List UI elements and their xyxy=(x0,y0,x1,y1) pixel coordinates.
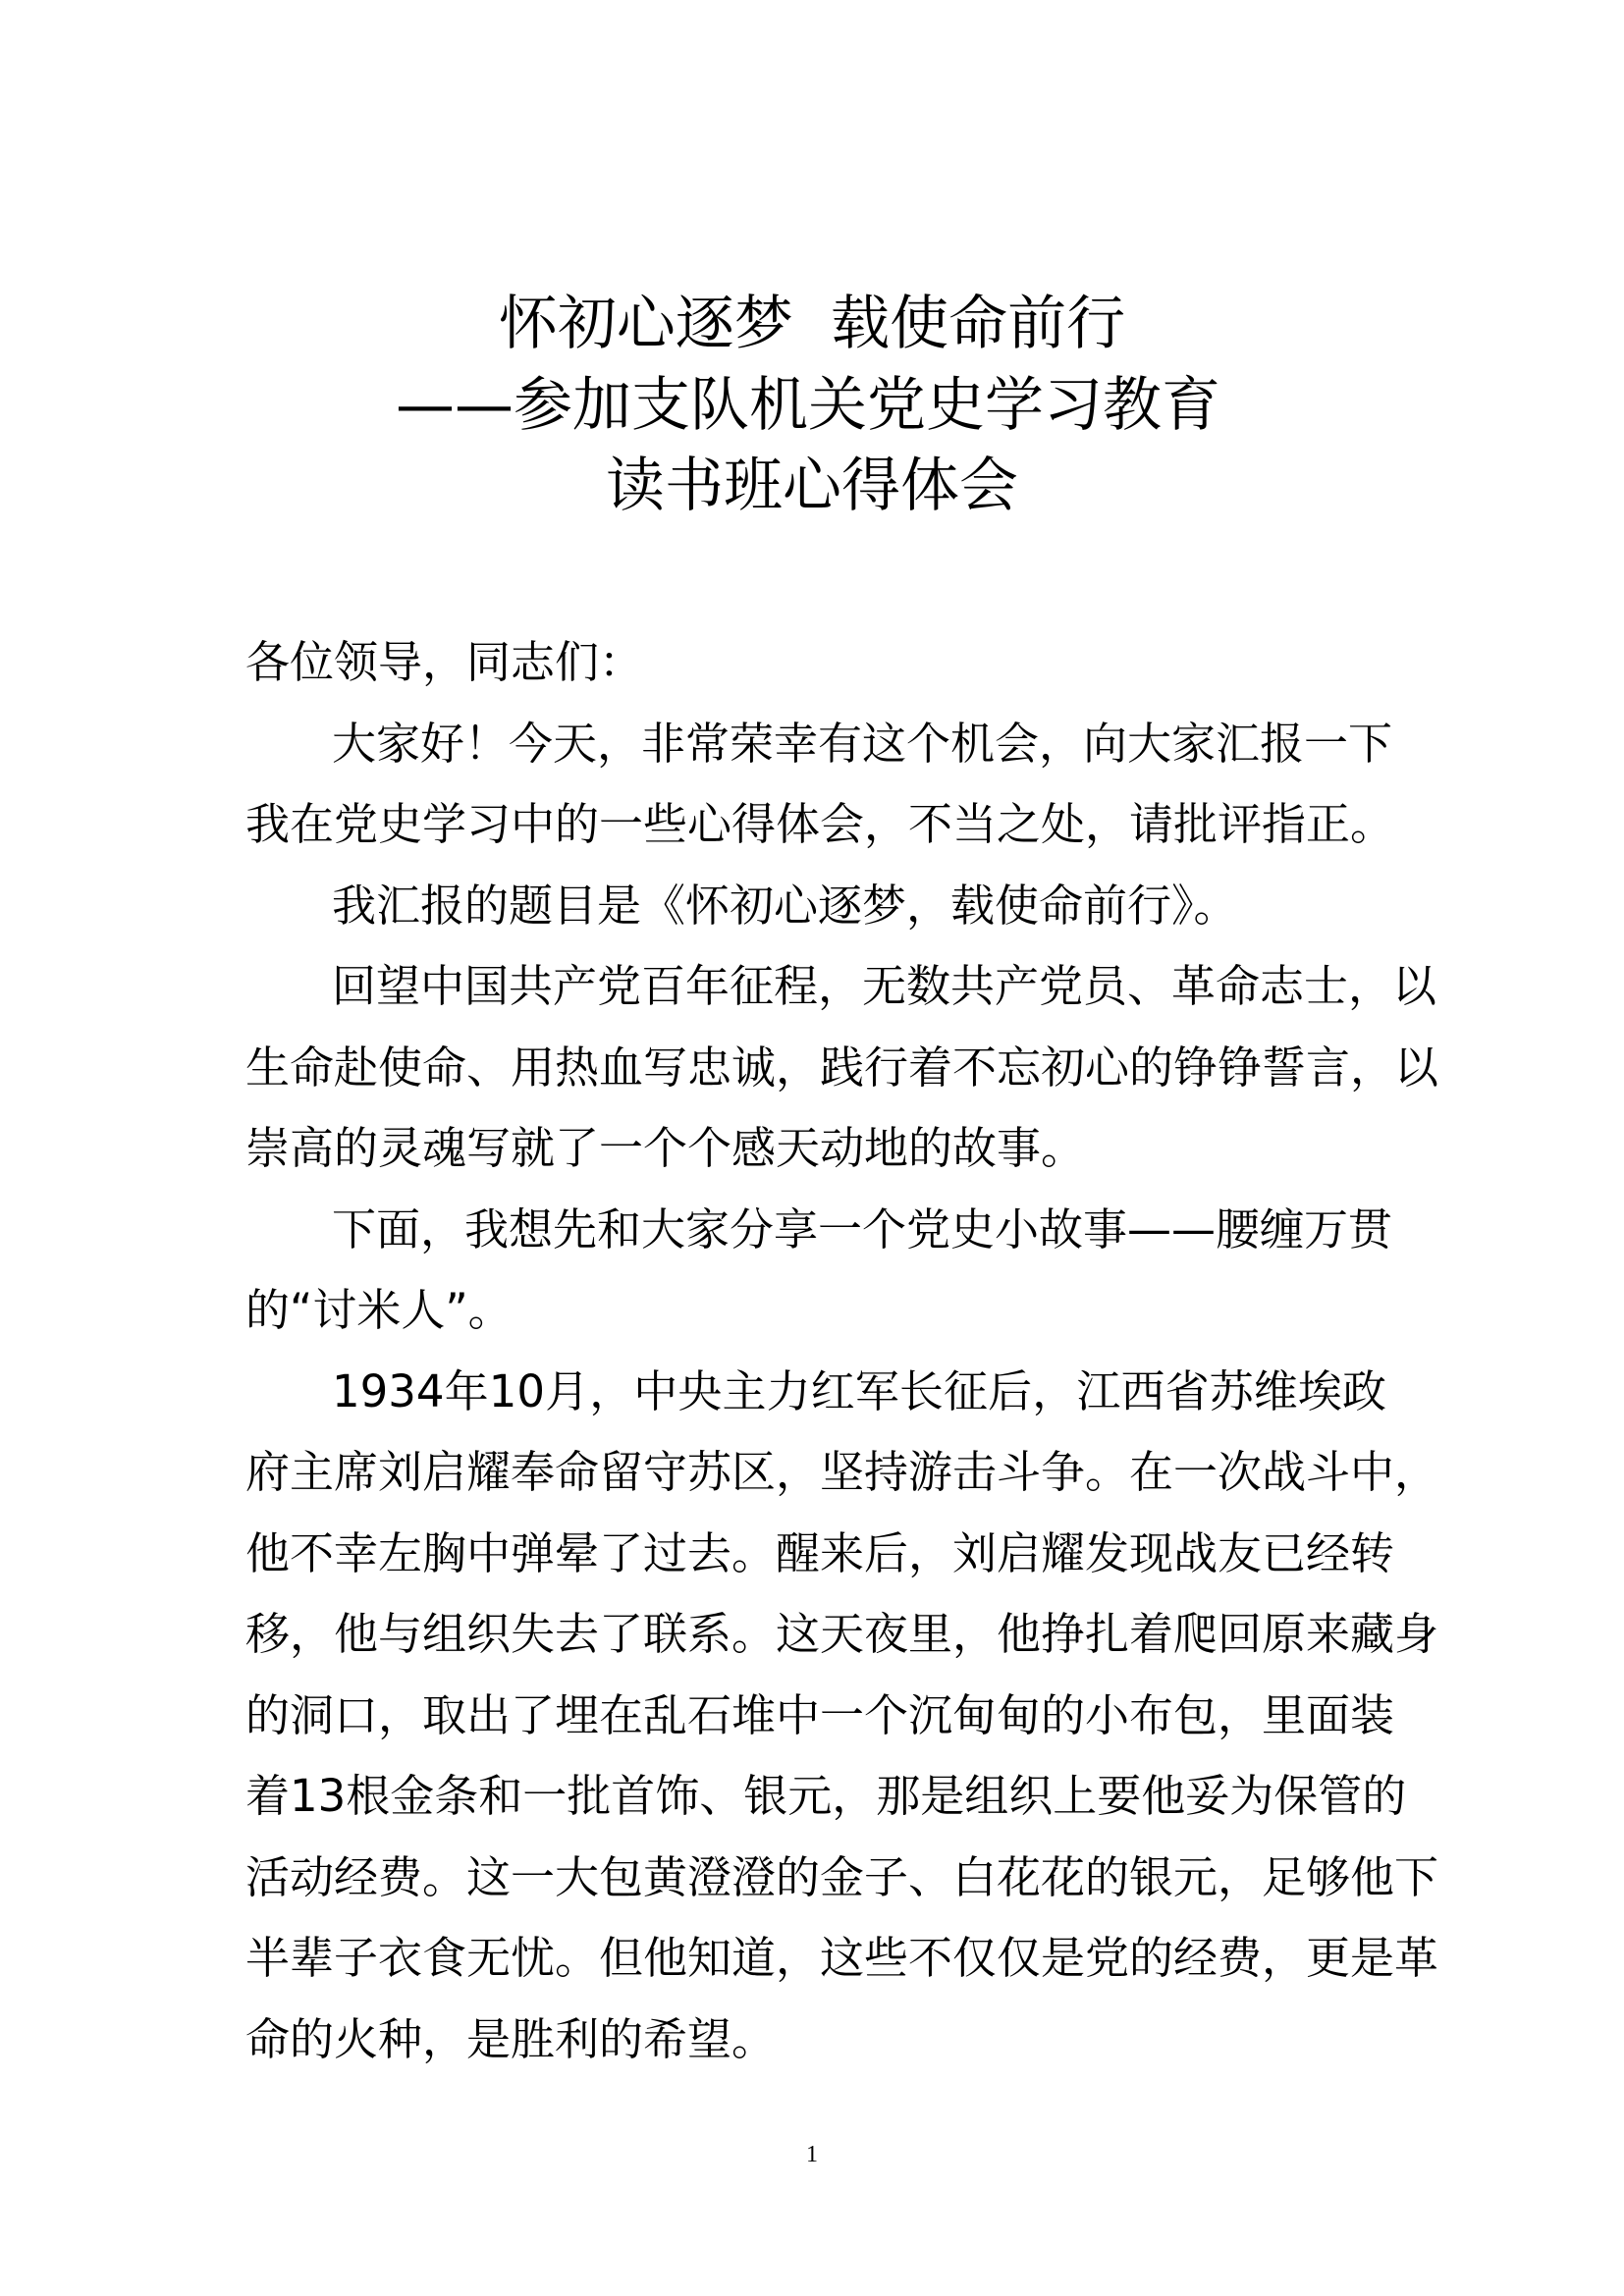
page-number: 1 xyxy=(806,2142,818,2167)
document-body xyxy=(245,622,1439,2080)
paragraph-line: 大家好！今天，非常荣幸有这个机会，向大家汇报一下 xyxy=(332,717,1393,770)
paragraph-line: 着13根金条和一批首饰、银元，那是组织上要他妥为保管的 xyxy=(245,1770,1407,1822)
title-subtitle: ——参加支队机关党史学习教育 xyxy=(396,370,1220,440)
paragraph-line: 我在党史学习中的一些心得体会，不当之处，请批评指正。 xyxy=(245,798,1395,850)
paragraph-line: 1934年10月，中央主力红军长征后，江西省苏维埃政 xyxy=(332,1364,1386,1417)
paragraph-line: 移，他与组织失去了联系。这天夜里，他挣扎着爬回原来藏身 xyxy=(245,1608,1439,1660)
paragraph-line: 府主席刘启耀奉命留守苏区，坚持游击斗争。在一次战斗中， xyxy=(245,1446,1439,1498)
paragraph-line: 活动经费。这一大包黄澄澄的金子、白花花的银元，足够他下 xyxy=(245,1850,1439,1903)
paragraph-line: 的洞口，取出了埋在乱石堆中一个沉甸甸的小布包，里面装 xyxy=(245,1688,1395,1741)
title-subtitle-cont: 读书班心得体会 xyxy=(606,452,1018,520)
greeting: 各位领导，同志们： xyxy=(245,636,644,688)
paragraph-line: 回望中国共产党百年征程，无数共产党员、革命志士，以 xyxy=(332,960,1437,1012)
paragraph-line: 崇高的灵魂写就了一个个感天动地的故事。 xyxy=(245,1122,1086,1174)
title-main: 怀初心逐梦 载使命前行 xyxy=(498,290,1126,358)
document-title xyxy=(0,284,1624,527)
paragraph-line: 我汇报的题目是《怀初心逐梦，载使命前行》。 xyxy=(332,879,1238,932)
paragraph-line: 半辈子衣食无忧。但他知道，这些不仅仅是党的经费，更是革 xyxy=(245,1932,1439,1984)
paragraph-line: 下面，我想先和大家分享一个党史小故事——腰缠万贯 xyxy=(332,1202,1393,1255)
paragraph-line: 生命赴使命、用热血写忠诚，践行着不忘初心的铮铮誓言，以 xyxy=(245,1041,1439,1094)
paragraph-line: 命的火种，是胜利的希望。 xyxy=(245,2012,777,2065)
paragraph-line: 的“讨米人”。 xyxy=(245,1284,513,1336)
paragraph-line: 他不幸左胸中弹晕了过去。醒来后，刘启耀发现战友已经转 xyxy=(245,1526,1395,1579)
